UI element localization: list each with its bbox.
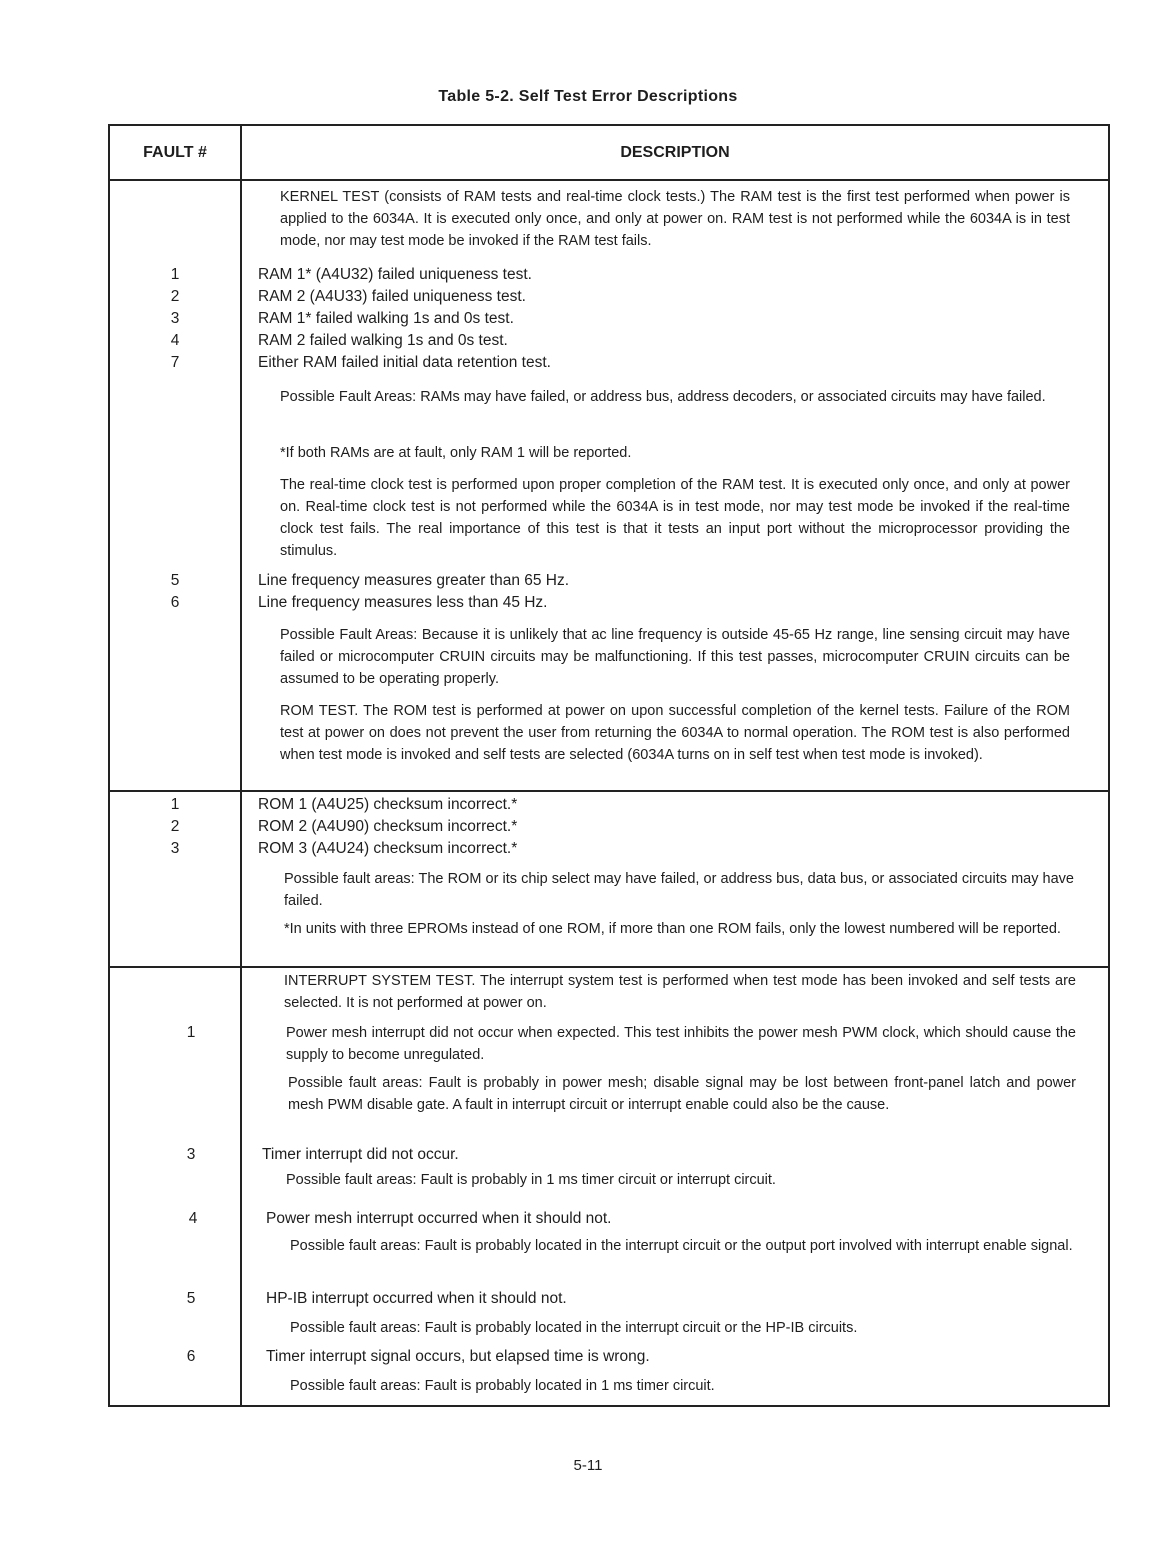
fault-description: Line frequency measures greater than 65 Hz. — [258, 572, 570, 589]
description-column-header: DESCRIPTION — [620, 144, 730, 161]
interrupt-test-intro: INTERRUPT SYSTEM TEST. The interrupt system test is performed when test mode has been invoked and self tests are selected. It is not performed at power on. — [284, 973, 1076, 1011]
fault-description: ROM 2 (A4U90) checksum incorrect.* — [258, 818, 518, 835]
rom-test-intro: ROM TEST. The ROM test is performed at power on upon successful completion of the kernel tests. Failure of the ROM test at power on does not prevent the user from returning the 6034A to normal operation. The ROM test is also performed when test mode is invoked and self tests are selected (6034A turns on in self test when test mode is invoked). — [280, 703, 1070, 763]
interrupt-f1-possible: Possible fault areas: Fault is probably in power mesh; disable signal may be lost between front-panel latch and power mesh PWM disable gate. A fault in interrupt circuit or interrupt enable could also be the cause. — [288, 1075, 1076, 1113]
interrupt-f4-possible: Possible fault areas: Fault is probably located in the interrupt circuit or the output port involved with interrupt enable signal. — [290, 1238, 1073, 1254]
fault-number: 1 — [170, 266, 180, 283]
clock-test-intro: The real-time clock test is performed upon proper completion of the RAM test. It is executed only once, and only at power on. Real-time clock test is not performed while the 6034A is in test mode, nor may test mode be invoked if the real-time clock test fails. The real importance of this test is that it tests an input port without the microprocessor providing the stimulus. — [280, 477, 1070, 559]
fault-number: 3 — [186, 1146, 196, 1163]
fault-description: Line frequency measures less than 45 Hz. — [258, 594, 548, 611]
table-title: Table 5-2. Self Test Error Descriptions — [438, 88, 738, 105]
rom-possible-fault-areas: Possible fault areas: The ROM or its chip select may have failed, or address bus, data bus, or associated circuits may have failed. — [284, 871, 1074, 909]
ram-possible-fault-areas: Possible Fault Areas: RAMs may have failed, or address bus, address decoders, or associated circuits may have failed. — [280, 389, 1046, 405]
fault-description: RAM 1* (A4U32) failed uniqueness test. — [258, 266, 532, 283]
clock-possible-fault-areas: Possible Fault Areas: Because it is unlikely that ac line frequency is outside 45-65 Hz range, line sensing circuit may have failed or microcomputer CRUIN circuits may be malfunctioning. If this test passes, microcomputer CRUIN circuits can be assumed to be operating properly. — [280, 627, 1070, 687]
self-test-error-table — [108, 124, 1110, 1407]
fault-number: 4 — [188, 1210, 198, 1227]
header-divider — [110, 179, 1108, 181]
fault-number: 5 — [170, 572, 180, 589]
fault-description: Timer interrupt did not occur. — [262, 1146, 459, 1163]
kernel-test-intro: KERNEL TEST (consists of RAM tests and real-time clock tests.) The RAM test is the first test performed when power is applied to the 6034A. It is executed only once, and only at power on. RAM test is not performed while the 6034A is in test mode, nor may test mode be invoked if the RAM test fails. — [280, 189, 1070, 249]
fault-description: Either RAM failed initial data retention test. — [258, 354, 551, 371]
ram-footnote: *If both RAMs are at fault, only RAM 1 will be reported. — [280, 445, 632, 461]
page-number: 5-11 — [573, 1457, 603, 1474]
fault-number: 6 — [186, 1348, 196, 1365]
fault-description: HP-IB interrupt occurred when it should not. — [266, 1290, 567, 1307]
fault-number: 3 — [170, 310, 180, 327]
fault-number: 2 — [170, 288, 180, 305]
fault-description: RAM 2 failed walking 1s and 0s test. — [258, 332, 508, 349]
fault-description: RAM 1* failed walking 1s and 0s test. — [258, 310, 514, 327]
fault-number: 4 — [170, 332, 180, 349]
section-divider-rom — [110, 790, 1108, 792]
interrupt-f6-possible: Possible fault areas: Fault is probably located in 1 ms timer circuit. — [290, 1378, 715, 1394]
fault-description: RAM 2 (A4U33) failed uniqueness test. — [258, 288, 526, 305]
fault-description: ROM 3 (A4U24) checksum incorrect.* — [258, 840, 518, 857]
fault-number: 1 — [170, 796, 180, 813]
fault-column-header: FAULT # — [143, 144, 207, 161]
interrupt-f5-possible: Possible fault areas: Fault is probably located in the interrupt circuit or the HP-IB circuits. — [290, 1320, 858, 1336]
interrupt-f3-possible: Possible fault areas: Fault is probably in 1 ms timer circuit or interrupt circuit. — [286, 1172, 776, 1188]
fault-number: 1 — [186, 1024, 196, 1041]
rom-footnote: *In units with three EPROMs instead of one ROM, if more than one ROM fails, only the lowest numbered will be reported. — [284, 921, 1061, 937]
fault-number: 6 — [170, 594, 180, 611]
fault-number: 2 — [170, 818, 180, 835]
section-divider-interrupt — [110, 966, 1108, 968]
fault-description: Power mesh interrupt did not occur when expected. This test inhibits the power mesh PWM clock, which should cause the supply to become unregulated. — [286, 1025, 1076, 1063]
fault-description: ROM 1 (A4U25) checksum incorrect.* — [258, 796, 518, 813]
fault-description: Power mesh interrupt occurred when it should not. — [266, 1210, 612, 1227]
fault-number: 5 — [186, 1290, 196, 1307]
fault-number: 7 — [170, 354, 180, 371]
fault-description: Timer interrupt signal occurs, but elapsed time is wrong. — [266, 1348, 650, 1365]
fault-number: 3 — [170, 840, 180, 857]
